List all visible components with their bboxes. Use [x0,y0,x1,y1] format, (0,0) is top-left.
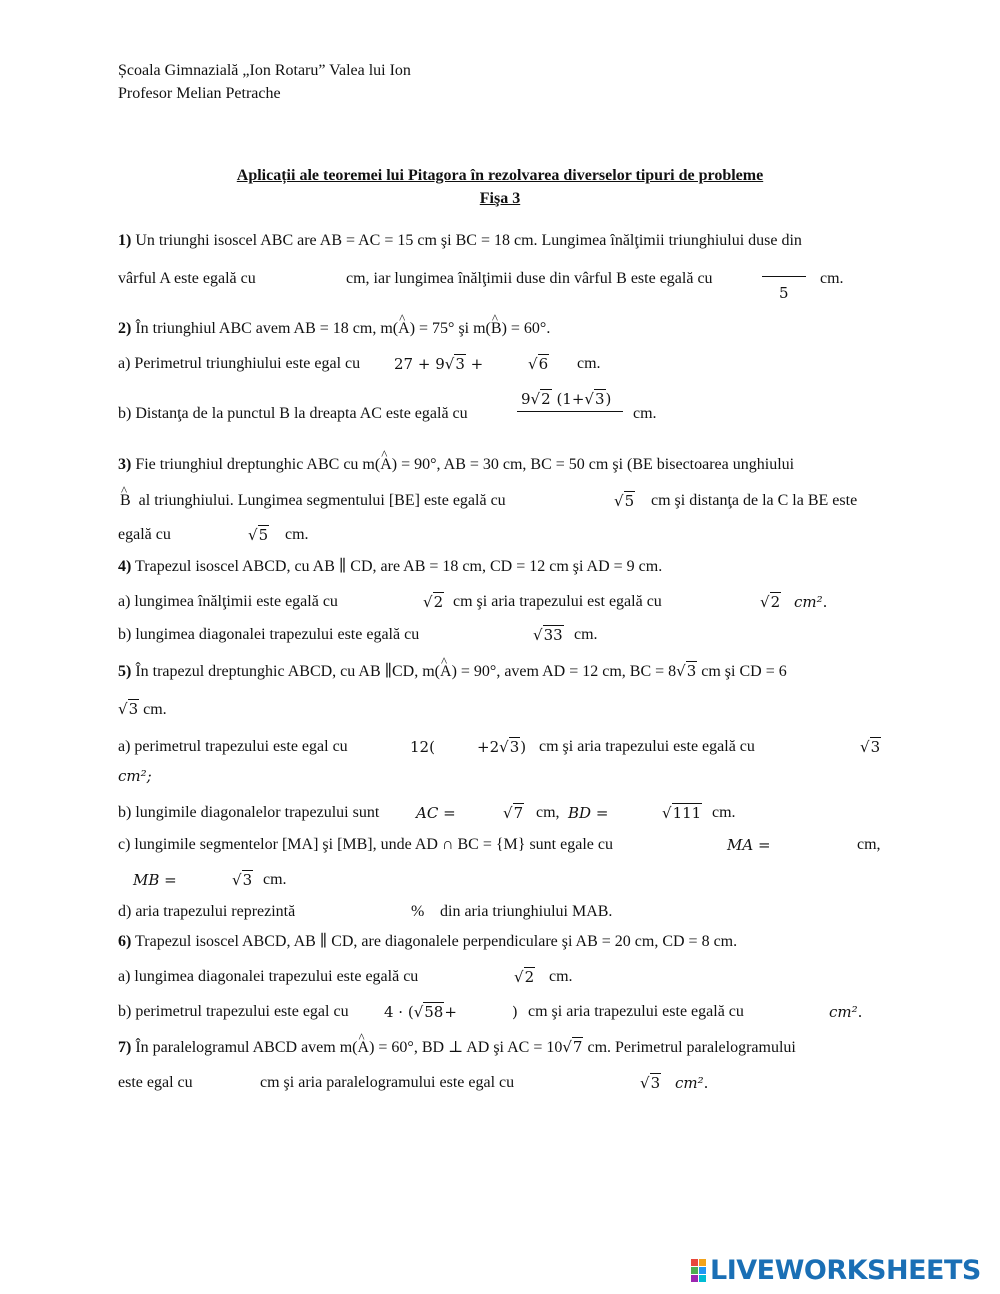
school-name: Școala Gimnazială „Ion Rotaru” Valea lui Ion [118,62,411,79]
problem-5a-unit: cm²; [118,767,152,785]
problem-2b-numerator: 9√2 (1+√3) [521,390,612,408]
problem-1-line-2b: cm, iar lungimea înălţimii duse din vârful B este egală cu [346,270,713,287]
problem-5-line-2: √3 cm. [118,700,167,718]
problem-7-unit: cm². [675,1074,709,1092]
problem-5c-mb: MB = [133,871,177,889]
problem-5c-unit: cm. [263,871,287,888]
problem-4a-mid: cm şi aria trapezului est egală cu [453,593,662,610]
problem-4b-radical: √33 [533,626,563,644]
problem-2b-text: b) Distanţa de la punctul B la dreapta AC este egală cu [118,405,468,422]
problem-3-line-3: egală cu [118,526,171,543]
problem-7-line-2b: cm şi aria paralelogramului este egal cu [260,1074,515,1091]
problem-1-line-2a: vârful A este egală cu [118,270,256,287]
problem-4b-text: b) lungimea diagonalei trapezului este egală cu [118,626,420,643]
logo-blocks-icon [691,1259,706,1282]
problem-6b-mid: cm şi aria trapezului este egală cu [528,1003,744,1020]
liveworksheets-logo [691,1256,981,1284]
problem-5a-radical: √3 [860,738,881,756]
problem-2a-text: a) Perimetrul triunghiului este egal cu [118,355,361,372]
problem-2a-math: 27 + 9√3 + [394,355,484,373]
problem-6b-math: 4 · (√58+ [384,1003,457,1021]
problem-3-line-1: 3) Fie triunghiul dreptunghic ABC cu m(^ A) = 90°, AB = 30 cm, BC = 50 cm şi (BE bisectoarea unghiului [118,455,794,475]
problem-5c-cm: cm, [857,836,881,853]
problem-2-line-1: 2) În triunghiul ABC avem AB = 18 cm, m(^ A) = 75° şi m(^ B) = 60°. [118,319,550,339]
problem-4a-text: a) lungimea înălţimii este egală cu [118,593,338,610]
teacher-name: Profesor Melian Petrache [118,85,281,102]
problem-4a-radical-1: √2 [423,593,444,611]
problem-4b-unit: cm. [574,626,598,643]
problem-6a-radical: √2 [514,968,535,986]
problem-6a-text: a) lungimea diagonalei trapezului este egală cu [118,968,419,985]
problem-5b-bd: BD = [568,804,609,822]
problem-2a-radical: √6 [528,355,549,373]
problem-number: 1) [118,232,132,249]
page-title: Aplicații ale teoremei lui Pitagora în rezolvarea diverselor tipuri de probleme [236,167,764,184]
problem-2a-unit: cm. [577,355,601,372]
problem-3-line-2b: cm şi distanţa de la C la BE este [651,492,858,509]
problem-3-line-2: ^ B al triunghiului. Lungimea segmentului [BE] este egală cu [120,491,506,511]
problem-2b-unit: cm. [633,405,657,422]
problem-4a-radical-2: √2 [760,593,781,611]
problem-1-line-1: 1) Un triunghi isoscel ABC are AB = AC = 15 cm şi BC = 18 cm. Lungimea înălţimii triunghiului duse din [118,232,802,249]
problem-6b-text: b) perimetrul trapezului este egal cu [118,1003,349,1020]
problem-5d-end: din aria triunghiului MAB. [440,903,613,920]
problem-5b-ac: AC = [416,804,456,822]
problem-5a-math-open: 12( [410,738,435,756]
problem-5-line-1: 5) În trapezul dreptunghic ABCD, cu AB ∥CD, m(^ A) = 90°, avem AD = 12 cm, BC = 8√3 cm şi CD = 6 [118,661,787,682]
problem-3-radical-1: √5 [614,492,635,510]
problem-6b-unit: cm². [829,1003,863,1021]
problem-3-radical-2: √5 [248,526,269,544]
problem-4-line-1: 4) Trapezul isoscel ABCD, cu AB ∥ CD, are AB = 18 cm, CD = 12 cm şi AD = 9 cm. [118,558,663,575]
problem-5c-ma: MA = [727,836,771,854]
problem-5d-percent: % [411,903,425,920]
problem-7-radical: √3 [640,1074,661,1092]
fraction-denominator: 5 [779,284,789,302]
problem-7-line-2a: este egal cu [118,1074,193,1091]
problem-5b-radical-2: √111 [662,804,702,822]
logo-text: LIVEWORKSHEETS [710,1254,981,1286]
problem-4a-unit: cm². [794,593,828,611]
problem-5b-text: b) lungimile diagonalelor trapezului sunt [118,804,380,821]
problem-6a-unit: cm. [549,968,573,985]
page-subtitle: Fişa 3 [479,190,521,207]
fraction-bar [762,276,806,277]
problem-5c-radical: √3 [232,871,253,889]
problem-5b-radical-1: √7 [503,804,524,822]
problem-6b-close: ) [512,1003,518,1021]
problem-5a-mid: cm şi aria trapezului este egală cu [539,738,755,755]
problem-1-unit: cm. [820,270,844,287]
problem-5b-mid: cm, [536,804,560,821]
problem-7-line-1: 7) În paralelogramul ABCD avem m(^ A) = 60°, BD ⊥ AD şi AC = 10√7 cm. Perimetrul paralelogramului [118,1037,796,1058]
problem-5a-text: a) perimetrul trapezului este egal cu [118,738,348,755]
problem-5a-math: +2√3) [477,738,527,756]
problem-6-line-1: 6) Trapezul isoscel ABCD, AB ∥ CD, are diagonalele perpendiculare şi AB = 20 cm, CD = 8 cm. [118,933,738,950]
problem-5c-text: c) lungimile segmentelor [MA] şi [MB], unde AD ∩ BC = {M} sunt egale cu [118,836,613,853]
problem-5d-text: d) aria trapezului reprezintă [118,903,296,920]
problem-5b-unit: cm. [712,804,736,821]
fraction-bar [517,411,623,412]
problem-3-unit: cm. [285,526,309,543]
